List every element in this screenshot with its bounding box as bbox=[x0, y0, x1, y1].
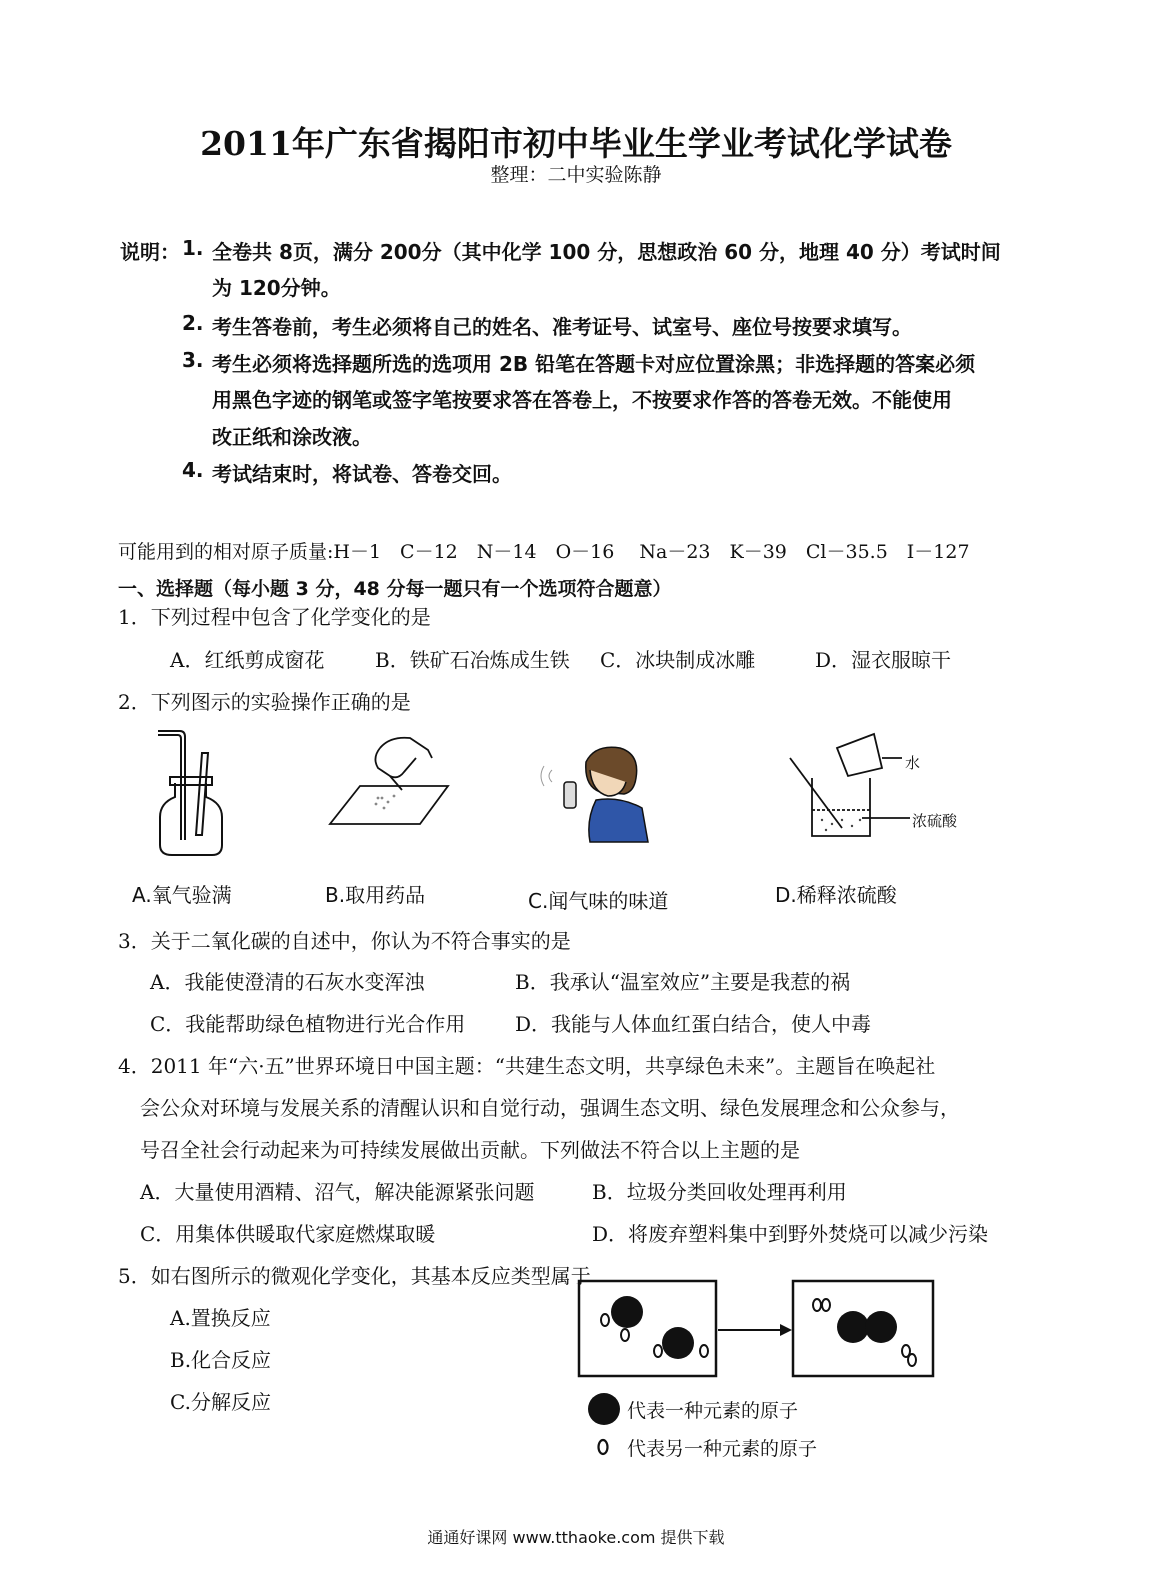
q5-option-a: A.置换反应 bbox=[170, 1306, 271, 1330]
oxygen-bottle-figure bbox=[140, 725, 240, 860]
q2-caption-c: C.闻气味的味道 bbox=[528, 889, 669, 913]
q5-option-c: C.分解反应 bbox=[170, 1390, 271, 1414]
q1-option-c: C．冰块制成冰雕 bbox=[600, 648, 756, 672]
acid-label: 浓硫酸 bbox=[912, 812, 958, 830]
instruction-1-line-1: 全卷共 8页，满分 200分（其中化学 100 分，思想政治 60 分，地理 40 分）考试时间 bbox=[212, 240, 1001, 264]
instruction-num-2: 2. bbox=[182, 311, 204, 335]
page-title: 2011年广东省揭阳市初中毕业生学业考试化学试卷 bbox=[200, 124, 952, 163]
page-subtitle: 整理：二中实验陈静 bbox=[490, 164, 662, 186]
instruction-num-3: 3. bbox=[182, 348, 204, 372]
legend-filled: 代表一种元素的原子 bbox=[627, 1400, 799, 1422]
q4-stem-line-1: 4．2011 年“六·五”世界环境日中国主题：“共建生态文明，共享绿色未来”。主题旨在唤起社 bbox=[118, 1054, 936, 1078]
q1-stem: 1．下列过程中包含了化学变化的是 bbox=[118, 605, 431, 629]
instruction-1-line-2: 为 120分钟。 bbox=[212, 276, 341, 300]
q5-stem: 5．如右图所示的微观化学变化，其基本反应类型属于 bbox=[118, 1264, 591, 1288]
smelling-figure bbox=[540, 742, 650, 847]
q4-option-c: C．用集体供暖取代家庭燃煤取暖 bbox=[140, 1222, 436, 1246]
q4-stem-line-3: 号召全社会行动起来为可持续发展做出贡献。下列做法不符合以上主题的是 bbox=[140, 1138, 800, 1162]
reaction-diagram bbox=[578, 1280, 938, 1380]
instruction-4-line-1: 考试结束时，将试卷、答卷交回。 bbox=[212, 462, 512, 486]
atomic-masses: 可能用到的相对原子质量:H－1 C－12 N－14 O－16 Na－23 K－39 Cl－35.5 I－127 bbox=[118, 541, 970, 563]
q3-option-b: B．我承认“温室效应”主要是我惹的祸 bbox=[515, 970, 851, 994]
q1-option-b: B．铁矿石冶炼成生铁 bbox=[375, 648, 570, 672]
hollow-atom-icon bbox=[596, 1437, 610, 1457]
q1-option-d: D．湿衣服晾干 bbox=[815, 648, 952, 672]
q4-option-a: A．大量使用酒精、沼气，解决能源紧张问题 bbox=[140, 1180, 535, 1204]
section-heading: 一、选择题（每小题 3 分，48 分每一题只有一个选项符合题意） bbox=[118, 578, 672, 600]
q2-stem: 2．下列图示的实验操作正确的是 bbox=[118, 690, 411, 714]
q2-caption-d: D.稀释浓硫酸 bbox=[775, 883, 897, 907]
instructions-label: 说明： bbox=[120, 240, 180, 264]
q5-option-b: B.化合反应 bbox=[170, 1348, 272, 1372]
q2-caption-a: A.氧气验满 bbox=[132, 883, 232, 907]
q3-option-a: A．我能使澄清的石灰水变浑浊 bbox=[150, 970, 425, 994]
q3-option-c: C．我能帮助绿色植物进行光合作用 bbox=[150, 1012, 466, 1036]
q3-stem: 3．关于二氧化碳的自述中，你认为不符合事实的是 bbox=[118, 929, 571, 953]
q4-option-b: B．垃圾分类回收处理再利用 bbox=[592, 1180, 847, 1204]
legend-hollow: 代表另一种元素的原子 bbox=[627, 1438, 818, 1460]
instruction-num-1: 1. bbox=[182, 236, 204, 260]
q4-option-d: D．将废弃塑料集中到野外焚烧可以减少污染 bbox=[592, 1222, 989, 1246]
instruction-2-line-1: 考生答卷前，考生必须将自己的姓名、准考证号、试室号、座位号按要求填写。 bbox=[212, 315, 912, 339]
q3-option-d: D．我能与人体血红蛋白结合，使人中毒 bbox=[515, 1012, 872, 1036]
filled-atom-icon bbox=[587, 1392, 621, 1426]
instruction-num-4: 4. bbox=[182, 458, 204, 482]
instruction-3-line-3: 改正纸和涂改液。 bbox=[212, 425, 372, 449]
water-label: 水 bbox=[905, 754, 921, 772]
page-footer: 通通好课网 www.tthaoke.com 提供下载 bbox=[427, 1528, 725, 1547]
instruction-3-line-1: 考生必须将选择题所选的选项用 2B 铅笔在答题卡对应位置涂黑；非选择题的答案必须 bbox=[212, 352, 976, 376]
instruction-3-line-2: 用黑色字迹的钢笔或签字笔按要求答在答卷上，不按要求作答的答卷无效。不能使用 bbox=[212, 388, 952, 412]
reagent-handling-figure bbox=[320, 728, 455, 828]
q4-stem-line-2: 会公众对环境与发展关系的清醒认识和自觉行动，强调生态文明、绿色发展理念和公众参与， bbox=[140, 1096, 960, 1120]
q1-option-a: A．红纸剪成窗花 bbox=[170, 648, 325, 672]
q2-caption-b: B.取用药品 bbox=[325, 883, 426, 907]
